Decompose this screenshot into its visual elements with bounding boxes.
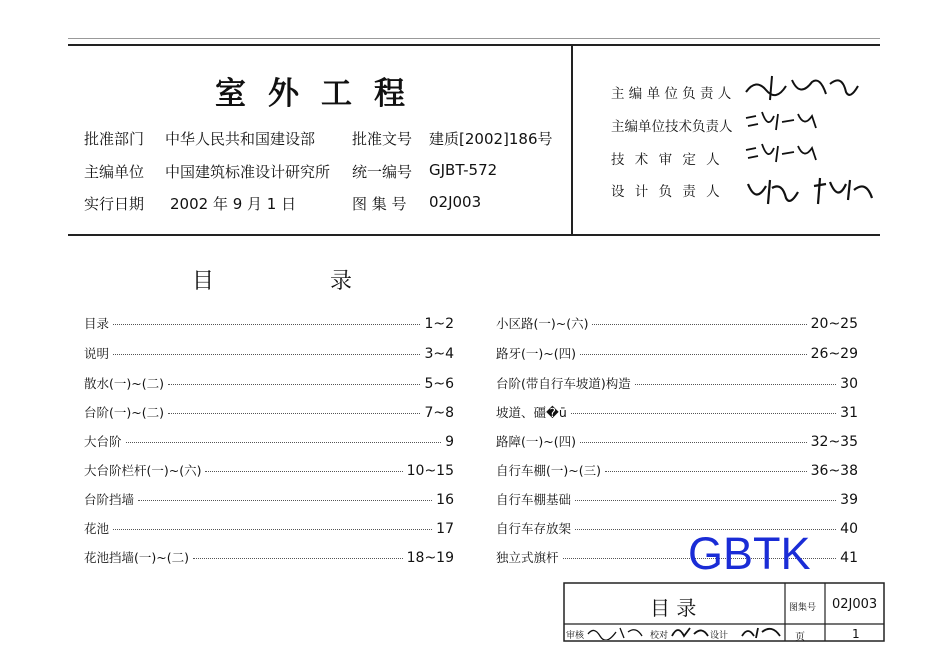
- toc-item-name: 散水(一)~(二): [84, 376, 164, 391]
- toc-leader: [605, 471, 807, 472]
- approval-dept-label: 批准部门: [84, 130, 145, 148]
- toc-item-name: 台阶(一)~(二): [84, 405, 164, 420]
- toc-leader: [168, 384, 420, 385]
- signature-4: [742, 174, 882, 210]
- toc-leader: [126, 442, 442, 443]
- top-rule-bold: [68, 44, 880, 46]
- toc-title-2: 录: [330, 269, 353, 294]
- toc-item[interactable]: [84, 548, 454, 566]
- approval-doc-label: 批准文号: [352, 130, 413, 148]
- unified-no-label: 统一编号: [352, 163, 413, 181]
- toc-item-name: 自行车棚基础: [496, 492, 572, 507]
- toc-item[interactable]: [496, 314, 858, 332]
- title-block-design-label: 设计: [710, 631, 729, 641]
- signature-2: [742, 108, 822, 134]
- toc-item-page: 32~35: [810, 434, 858, 450]
- resp-editor-head: 主 编 单 位 负 责 人: [611, 86, 732, 102]
- toc-leader: [575, 500, 836, 501]
- toc-item[interactable]: [84, 374, 454, 392]
- impl-date: 2002 年 9 月 1 日: [170, 195, 297, 213]
- toc-item-name: 路牙(一)~(四): [496, 346, 576, 361]
- toc-leader: [580, 354, 807, 355]
- toc-item-page: 10~15: [406, 463, 454, 479]
- toc-item[interactable]: [84, 519, 454, 537]
- toc-item-page: 30: [840, 376, 858, 392]
- toc-item-page: 16: [436, 492, 454, 508]
- unified-no: GJBT-572: [429, 161, 498, 179]
- toc-item[interactable]: [496, 403, 858, 421]
- toc-item-name: 自行车存放架: [496, 521, 572, 536]
- toc-item-page: 26~29: [810, 346, 858, 362]
- toc-item[interactable]: [84, 461, 454, 479]
- toc-item-name: 大台阶栏杆(一)~(六): [84, 463, 202, 478]
- toc-item-page: 3~4: [424, 346, 454, 362]
- toc-leader: [113, 354, 420, 355]
- toc-item-page: 5~6: [424, 376, 454, 392]
- toc-item[interactable]: [496, 344, 858, 362]
- signature-1: [742, 72, 862, 104]
- top-rule: [68, 38, 880, 39]
- toc-item[interactable]: [84, 403, 454, 421]
- title-block-name: 目 录: [650, 596, 697, 620]
- toc-item[interactable]: [84, 344, 454, 362]
- toc-item-name: 花池: [84, 521, 110, 536]
- atlas-no-label: 图 集 号: [352, 195, 407, 213]
- title-block-review-label: 审核: [566, 631, 585, 641]
- watermark-stamp: GBTK: [688, 528, 811, 579]
- toc-item-page: 18~19: [406, 550, 454, 566]
- document-title: 室外工程: [215, 76, 427, 112]
- toc-leader: [592, 324, 806, 325]
- toc-item-name: 自行车棚(一)~(三): [496, 463, 601, 478]
- title-block-check-label: 校对: [650, 631, 669, 641]
- toc-item-page: 31: [840, 405, 858, 421]
- toc-item-page: 9: [445, 434, 454, 450]
- editor-unit-label: 主编单位: [84, 163, 145, 181]
- title-block-atlas-label: 图集号: [789, 603, 817, 613]
- title-block-atlas-no: 02J003: [832, 597, 878, 612]
- toc-item-name: 坡道、礓�ū: [496, 405, 567, 420]
- toc-item-name: 路障(一)~(四): [496, 434, 576, 449]
- atlas-no: 02J003: [429, 193, 482, 211]
- toc-title-1: 目: [192, 269, 215, 294]
- toc-item-page: 41: [840, 550, 858, 566]
- approval-doc: 建质[2002]186号: [429, 130, 553, 148]
- toc-item-name: 大台阶: [84, 434, 122, 449]
- editor-unit: 中国建筑标准设计研究所: [165, 163, 331, 181]
- toc-leader: [580, 442, 807, 443]
- toc-item[interactable]: [84, 432, 454, 450]
- toc-item-page: 1~2: [424, 316, 454, 332]
- toc-item-name: 独立式旗杆: [496, 550, 559, 565]
- signature-3: [742, 140, 822, 166]
- toc-leader: [571, 413, 836, 414]
- toc-item[interactable]: [84, 314, 454, 332]
- toc-item-page: 40: [840, 521, 858, 537]
- toc-leader: [168, 413, 420, 414]
- toc-item[interactable]: [496, 432, 858, 450]
- toc-item-page: 36~38: [810, 463, 858, 479]
- header-bottom-rule: [68, 234, 880, 236]
- title-block-page-no: 1: [852, 627, 860, 641]
- toc-item-name: 花池挡墙(一)~(二): [84, 550, 189, 565]
- toc-left: [84, 314, 454, 564]
- toc-item-name: 小区路(一)~(六): [496, 316, 589, 331]
- toc-leader: [113, 324, 420, 325]
- toc-item[interactable]: [496, 461, 858, 479]
- toc-leader: [138, 500, 432, 501]
- toc-item-page: 7~8: [424, 405, 454, 421]
- toc-item[interactable]: [496, 374, 858, 392]
- title-block-page-label: 页: [795, 632, 805, 643]
- approval-dept: 中华人民共和国建设部: [165, 130, 316, 148]
- resp-tech-head: 主编单位技术负责人: [611, 119, 733, 135]
- toc-leader: [205, 471, 402, 472]
- toc-leader: [193, 558, 403, 559]
- toc-item-name: 台阶挡墙: [84, 492, 135, 507]
- toc-leader: [113, 529, 432, 530]
- toc-right: [496, 314, 858, 564]
- toc-item-page: 39: [840, 492, 858, 508]
- toc-item-name: 目录: [84, 316, 110, 331]
- toc-leader: [635, 384, 836, 385]
- impl-date-label: 实行日期: [84, 195, 145, 213]
- header-divider: [571, 46, 573, 236]
- toc-item-page: 20~25: [810, 316, 858, 332]
- toc-item[interactable]: [496, 490, 858, 508]
- toc-item-name: 台阶(带自行车坡道)构造: [496, 376, 631, 391]
- resp-reviewer: 技 术 审 定 人: [611, 152, 723, 168]
- resp-design-head: 设 计 负 责 人: [611, 184, 723, 200]
- toc-item-page: 17: [436, 521, 454, 537]
- toc-item[interactable]: [84, 490, 454, 508]
- toc-item-name: 说明: [84, 346, 110, 361]
- title-block-signatures: [586, 624, 786, 640]
